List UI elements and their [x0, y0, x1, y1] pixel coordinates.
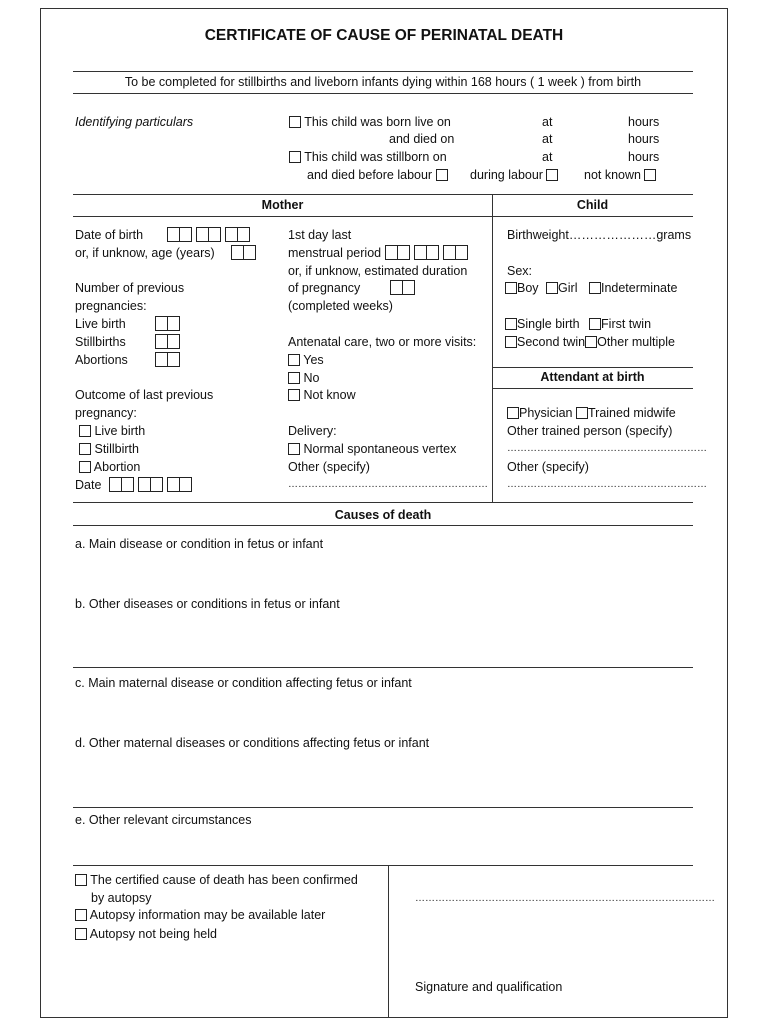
- first-twin-label: First twin: [601, 317, 652, 331]
- abortions-label: Abortions: [75, 353, 128, 367]
- est-weeks-box[interactable]: [390, 280, 415, 295]
- at-label: at: [542, 115, 553, 129]
- boy-checkbox[interactable]: [505, 282, 517, 294]
- birth-row-1: [505, 316, 651, 332]
- delivery-normal-label: Normal spontaneous vertex: [303, 442, 457, 456]
- sex-label: Sex:: [507, 264, 533, 278]
- stillborn-label: This child was stillborn on: [304, 150, 447, 164]
- midwife-label: Trained midwife: [587, 406, 676, 420]
- died-before-labour-label: and died before labour: [307, 168, 433, 182]
- hours-label: hours: [628, 115, 660, 129]
- column-divider: [388, 865, 389, 1017]
- antenatal-notknow-checkbox[interactable]: [288, 389, 300, 401]
- delivery-normal-row: [288, 441, 456, 457]
- single-birth-label: Single birth: [517, 317, 580, 331]
- autopsy-confirmed-row: [75, 872, 358, 888]
- at-label: at: [542, 150, 553, 164]
- midwife-checkbox[interactable]: [576, 407, 588, 419]
- hours-label: hours: [628, 150, 660, 164]
- autopsy-confirmed-checkbox[interactable]: [75, 874, 87, 886]
- child-header: Child: [576, 198, 609, 212]
- other-multiple-label: Other multiple: [597, 335, 675, 349]
- stillbirths-label: Stillbirths: [75, 335, 126, 349]
- abortions-boxes: [155, 352, 184, 368]
- divider: [73, 865, 693, 866]
- autopsy-not-held-row: [75, 926, 217, 942]
- birth-row-2: [505, 334, 675, 350]
- indeterminate-checkbox[interactable]: [589, 282, 601, 294]
- age-boxes: [231, 245, 260, 261]
- died-on-label: and died on: [389, 132, 455, 146]
- delivery-other-dots[interactable]: ……………………………………………………: [288, 479, 488, 490]
- outcome-date-row: [75, 477, 196, 493]
- cause-c-label: c. Main maternal disease or condition affecting fetus or infant: [75, 676, 412, 690]
- age-label: or, if unknow, age (years): [75, 246, 215, 260]
- antenatal-no-label: No: [303, 371, 320, 385]
- attendant-other-label: Other (specify): [507, 460, 589, 474]
- physician-checkbox[interactable]: [507, 407, 519, 419]
- antenatal-notknow-row: [288, 387, 356, 403]
- divider: [73, 216, 693, 217]
- outcome-label-2: pregnancy:: [75, 406, 137, 420]
- lmp-label-1: 1st day last: [288, 228, 352, 242]
- indeterminate-label: Indeterminate: [600, 281, 678, 295]
- age-box[interactable]: [231, 245, 256, 260]
- autopsy-confirmed-label-2: by autopsy: [91, 891, 152, 905]
- antenatal-yes-checkbox[interactable]: [288, 354, 300, 366]
- cause-a-label: a. Main disease or condition in fetus or infant: [75, 537, 324, 551]
- autopsy-confirmed-label: The certified cause of death has been confirmed: [90, 873, 358, 887]
- antenatal-no-row: [288, 370, 319, 386]
- autopsy-not-held-label: Autopsy not being held: [89, 927, 217, 941]
- physician-label: Physician: [519, 406, 573, 420]
- antenatal-yes-label: Yes: [303, 353, 324, 367]
- divider: [73, 71, 693, 72]
- lmp-day-boxes[interactable]: [385, 245, 410, 260]
- birthweight-field[interactable]: Birthweight…………………grams: [507, 228, 692, 242]
- outcome-abortion-checkbox[interactable]: [79, 461, 91, 473]
- second-twin-label: Second twin: [517, 335, 586, 349]
- lmp-label-2: menstrual period: [288, 246, 382, 260]
- not-known-row: [584, 167, 656, 183]
- live-birth-count-box[interactable]: [155, 316, 180, 331]
- signature-label: Signature and qualification: [415, 980, 563, 994]
- column-divider: [492, 194, 493, 502]
- born-live-label: This child was born live on: [304, 115, 451, 129]
- delivery-label: Delivery:: [288, 424, 337, 438]
- during-labour-label: during labour: [470, 168, 543, 182]
- second-twin-checkbox[interactable]: [505, 336, 517, 348]
- dob-year-boxes[interactable]: [225, 227, 250, 242]
- during-labour-checkbox[interactable]: [546, 169, 558, 181]
- antenatal-no-checkbox[interactable]: [288, 372, 300, 384]
- est-label-2: of pregnancy: [288, 281, 361, 295]
- cause-b-label: b. Other diseases or conditions in fetus or infant: [75, 597, 340, 611]
- stillborn-checkbox[interactable]: [289, 151, 301, 163]
- stillborn-row: [289, 149, 447, 165]
- divider: [73, 93, 693, 94]
- divider: [73, 194, 693, 195]
- first-twin-checkbox[interactable]: [589, 318, 601, 330]
- stillbirths-boxes: [155, 334, 184, 350]
- attendant-other-dots[interactable]: ……………………………………………………: [507, 479, 707, 490]
- lmp-row: [288, 245, 472, 261]
- attendant-row: [507, 405, 676, 421]
- sex-row: [505, 280, 677, 296]
- dob-label: Date of birth: [75, 228, 144, 242]
- outcome-label-1: Outcome of last previous: [75, 388, 214, 402]
- autopsy-not-held-checkbox[interactable]: [75, 928, 87, 940]
- outcome-date-month-boxes[interactable]: [138, 477, 163, 492]
- during-labour-row: [470, 167, 558, 183]
- subtitle: To be completed for stillbirths and liveborn infants dying within 168 hours ( 1 week ) from birth: [124, 75, 642, 89]
- live-birth-label: Live birth: [75, 317, 126, 331]
- born-live-row: [289, 114, 451, 130]
- cause-d-label: d. Other maternal diseases or conditions affecting fetus or infant: [75, 736, 430, 750]
- outcome-abortion-row: [79, 459, 140, 475]
- prev-preg-label-1: Number of previous: [75, 281, 185, 295]
- abortions-count-box[interactable]: [155, 352, 180, 367]
- page-title: CERTIFICATE OF CAUSE OF PERINATAL DEATH: [204, 27, 564, 44]
- prev-preg-label-2: pregnancies:: [75, 299, 147, 313]
- girl-checkbox[interactable]: [546, 282, 558, 294]
- other-multiple-checkbox[interactable]: [585, 336, 597, 348]
- at-label: at: [542, 132, 553, 146]
- attendant-header: Attendant at birth: [540, 370, 645, 384]
- delivery-other-label: Other (specify): [288, 460, 370, 474]
- outcome-live-label: Live birth: [94, 424, 146, 438]
- causes-header: Causes of death: [334, 508, 432, 522]
- not-known-checkbox[interactable]: [644, 169, 656, 181]
- other-trained-dots[interactable]: ……………………………………………………: [507, 443, 707, 454]
- cause-e-label: e. Other relevant circumstances: [75, 813, 252, 827]
- not-known-label: not known: [584, 168, 641, 182]
- other-trained-label: Other trained person (specify): [507, 424, 673, 438]
- outcome-date-year-boxes[interactable]: [167, 477, 192, 492]
- divider: [492, 388, 693, 389]
- divider: [492, 367, 693, 368]
- delivery-normal-checkbox[interactable]: [288, 443, 300, 455]
- outcome-still-checkbox[interactable]: [79, 443, 91, 455]
- mother-header: Mother: [261, 198, 304, 212]
- antenatal-label: Antenatal care, two or more visits:: [288, 335, 477, 349]
- identifying-label: Identifying particulars: [75, 115, 194, 129]
- antenatal-notknow-label: Not know: [303, 388, 356, 402]
- girl-label: Girl: [558, 281, 578, 295]
- dob-day-boxes[interactable]: [167, 227, 192, 242]
- divider: [73, 525, 693, 526]
- outcome-live-row: [79, 423, 145, 439]
- est-weeks-boxes: [390, 280, 419, 296]
- hours-label: hours: [628, 132, 660, 146]
- boy-label: Boy: [517, 281, 539, 295]
- outcome-date-label: Date: [75, 478, 102, 492]
- outcome-live-checkbox[interactable]: [79, 425, 91, 437]
- before-labour-checkbox[interactable]: [436, 169, 448, 181]
- est-label-1: or, if unknow, estimated duration: [288, 264, 468, 278]
- autopsy-later-label: Autopsy information may be available later: [89, 908, 326, 922]
- outcome-still-label: Stillbirth: [94, 442, 139, 456]
- born-live-checkbox[interactable]: [289, 116, 301, 128]
- autopsy-later-row: [75, 907, 325, 923]
- dob-row: [75, 227, 143, 243]
- divider: [73, 807, 693, 808]
- divider: [73, 667, 693, 668]
- lmp-year-boxes[interactable]: [443, 245, 468, 260]
- outcome-date-day-boxes[interactable]: [109, 477, 134, 492]
- outcome-still-row: [79, 441, 139, 457]
- lmp-month-boxes[interactable]: [414, 245, 439, 260]
- divider: [73, 502, 693, 503]
- stillbirths-count-box[interactable]: [155, 334, 180, 349]
- dob-month-boxes[interactable]: [196, 227, 221, 242]
- autopsy-later-checkbox[interactable]: [75, 909, 87, 921]
- dob-boxes: [167, 227, 254, 243]
- signature-line[interactable]: ………………………………………………………………………………: [415, 893, 715, 904]
- antenatal-yes-row: [288, 352, 324, 368]
- single-birth-checkbox[interactable]: [505, 318, 517, 330]
- est-label-3: (completed weeks): [288, 299, 393, 313]
- live-birth-boxes: [155, 316, 184, 332]
- death-timing-row: [307, 167, 448, 183]
- outcome-abortion-label: Abortion: [93, 460, 141, 474]
